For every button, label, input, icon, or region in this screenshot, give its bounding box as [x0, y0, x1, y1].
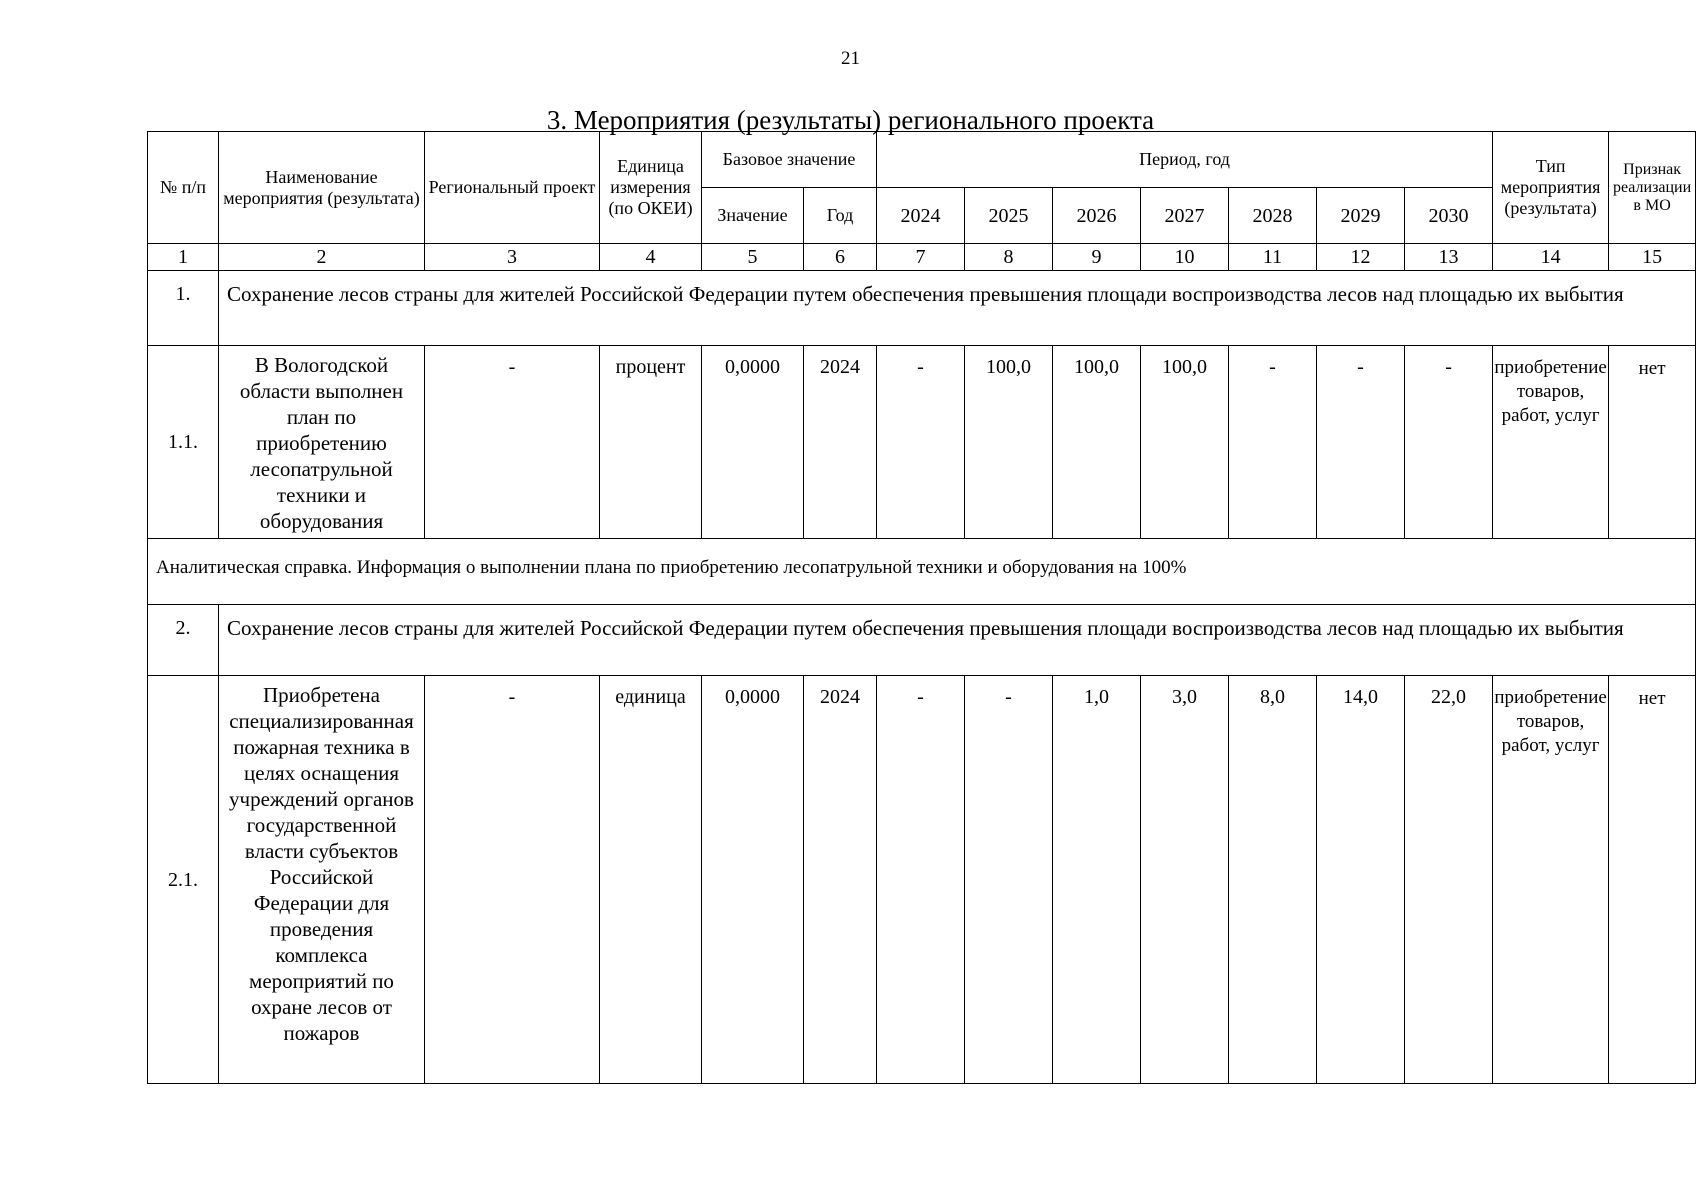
item-type: приобретение товаров, работ, услуг	[1493, 676, 1609, 1084]
item-year-value: 100,0	[1053, 346, 1141, 539]
item-year-value: 100,0	[1141, 346, 1229, 539]
column-number: 15	[1609, 244, 1696, 271]
item-base-year: 2024	[804, 676, 877, 1084]
document-title: 3. Мероприятия (результаты) регионального проекта	[546, 105, 1155, 135]
header-unit: Единица измерения (по ОКЕИ)	[600, 132, 702, 244]
header-year: 2028	[1229, 188, 1317, 244]
column-number: 8	[965, 244, 1053, 271]
table-row	[148, 346, 1696, 539]
column-number: 7	[877, 244, 965, 271]
item-year-value: -	[877, 346, 965, 539]
header-year: 2025	[965, 188, 1053, 244]
header-year: 2024	[877, 188, 965, 244]
page-number: 21	[841, 48, 860, 69]
column-number: 13	[1405, 244, 1493, 271]
column-number: 3	[425, 244, 600, 271]
item-base-value: 0,0000	[702, 676, 804, 1084]
item-unit: процент	[600, 346, 702, 539]
column-number: 2	[219, 244, 425, 271]
header-project: Региональный проект	[425, 132, 600, 244]
header-base-value: Значение	[702, 188, 804, 244]
item-year-value: 3,0	[1141, 676, 1229, 1084]
analytical-note: Аналитическая справка. Информация о выполнении плана по приобретению лесопатрульной техники и оборудования на 100%	[148, 539, 1696, 605]
section-number: 1.	[148, 271, 219, 346]
column-number: 11	[1229, 244, 1317, 271]
column-number: 9	[1053, 244, 1141, 271]
header-base: Базовое значение	[702, 132, 877, 188]
header-year: 2027	[1141, 188, 1229, 244]
section-title: Сохранение лесов страны для жителей Российской Федерации путем обеспечения превышения площади воспроизводства лесов над площадью их выбытия	[219, 605, 1696, 676]
header-name: Наименование мероприятия (результата)	[219, 132, 425, 244]
header-base-year: Год	[804, 188, 877, 244]
item-year-value: 100,0	[965, 346, 1053, 539]
header-flag: Признак реализации в МО	[1609, 132, 1696, 244]
item-type: приобретение товаров, работ, услуг	[1493, 346, 1609, 539]
section-title: Сохранение лесов страны для жителей Российской Федерации путем обеспечения превышения площади воспроизводства лесов над площадью их выбытия	[219, 271, 1696, 346]
column-number: 5	[702, 244, 804, 271]
item-project: -	[425, 676, 600, 1084]
item-year-value: -	[965, 676, 1053, 1084]
item-year-value: -	[1405, 346, 1493, 539]
item-year-value: 1,0	[1053, 676, 1141, 1084]
item-flag: нет	[1609, 676, 1696, 1084]
header-year: 2029	[1317, 188, 1405, 244]
item-project: -	[425, 346, 600, 539]
header-type: Тип мероприятия (результата)	[1493, 132, 1609, 244]
item-year-value: -	[877, 676, 965, 1084]
item-flag: нет	[1609, 346, 1696, 539]
column-number: 6	[804, 244, 877, 271]
column-number: 12	[1317, 244, 1405, 271]
item-number: 1.1.	[148, 346, 219, 539]
note-row	[148, 539, 1696, 605]
item-number: 2.1.	[148, 676, 219, 1084]
item-year-value: 22,0	[1405, 676, 1493, 1084]
column-number: 14	[1493, 244, 1609, 271]
item-name: Приобретена специализированная пожарная техника в целях оснащения учреждений органов государственной власти субъектов Российской Федерации для проведения комплекса мероприятий по охране лесов от пожаров	[219, 676, 425, 1084]
column-number: 1	[148, 244, 219, 271]
header-year: 2030	[1405, 188, 1493, 244]
header-year: 2026	[1053, 188, 1141, 244]
section-number: 2.	[148, 605, 219, 676]
section-row	[148, 605, 1696, 676]
item-year-value: -	[1229, 346, 1317, 539]
table-row	[148, 676, 1696, 1084]
item-year-value: 14,0	[1317, 676, 1405, 1084]
item-year-value: -	[1317, 346, 1405, 539]
item-base-value: 0,0000	[702, 346, 804, 539]
column-numbers-row	[148, 244, 1696, 271]
item-base-year: 2024	[804, 346, 877, 539]
section-row	[148, 271, 1696, 346]
header-period: Период, год	[877, 132, 1493, 188]
header-row-1	[148, 132, 1696, 188]
results-table	[147, 131, 1696, 1084]
item-name: В Вологодской области выполнен план по приобретению лесопатрульной техники и оборудования	[219, 346, 425, 539]
header-num: № п/п	[148, 132, 219, 244]
item-year-value: 8,0	[1229, 676, 1317, 1084]
column-number: 10	[1141, 244, 1229, 271]
item-unit: единица	[600, 676, 702, 1084]
column-number: 4	[600, 244, 702, 271]
